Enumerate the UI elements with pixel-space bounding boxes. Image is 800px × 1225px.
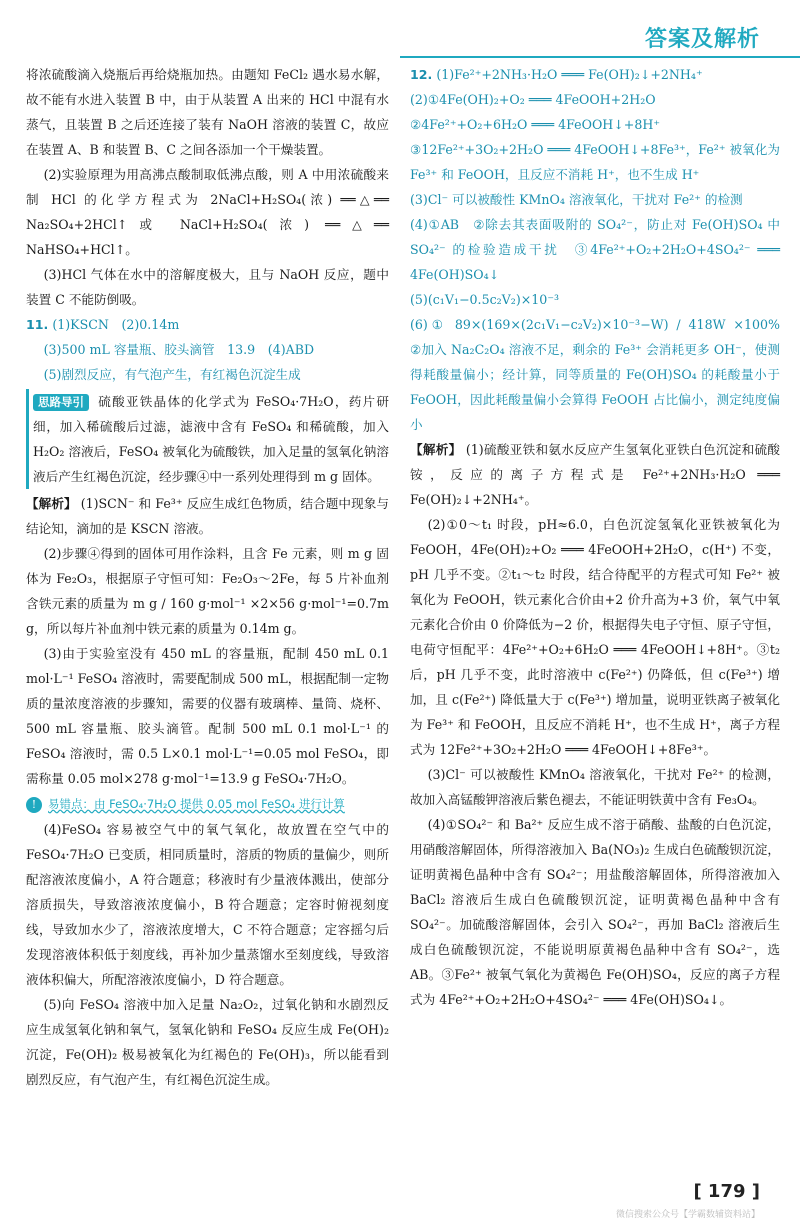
page-number: [ 179 ] (693, 1181, 760, 1202)
q12-answer-1: (1)Fe²⁺+2NH₃·H₂O ═══ Fe(OH)₂↓+2NH₄⁺ (436, 67, 703, 82)
warn-tip-text: 易错点：由 FeSO₄·7H₂O 提供 0.05 mol FeSO₄ 进行计算 (48, 797, 345, 811)
left-column (26, 62, 389, 1092)
q12-answer-4: ③12Fe²⁺+3O₂+2H₂O ═══ 4FeOOH↓+8Fe³⁺，Fe²⁺ 被氧化为 Fe³⁺ 和 FeOOH，且反应不消耗 H⁺，也不生成 H⁺ (410, 142, 780, 182)
page-header (0, 0, 800, 62)
q12-answer-7: (5)(c₁V₁−0.5c₂V₂)×10⁻³ (410, 292, 560, 307)
q12-explain-1 (410, 437, 780, 512)
q11-explain-5: (5)向 FeSO₄ 溶液中加入足量 Na₂O₂，过氧化钠和水剧烈反应生成氢氧化钠和氧气，氢氧化钠和 FeSO₄ 反应生成 Fe(OH)₂ 沉淀，Fe(OH)₂ 极易被氧化为红褐色的 Fe(OH)₃，所以能看到剧烈反应，有气泡产生，有红褐色沉淀生成。 (26, 997, 389, 1087)
left-paragraph-1: 将浓硫酸滴入烧瓶后再给烧瓶加热。由题知 FeCl₂ 遇水易水解，故不能有水进入装置 B 中，由于从装置 A 出来的 HCl 中混有水蒸气，且装置 B 之后还连接了装有 NaOH 溶液的装置 C，故应在装置 A、B 和装置 B、C 之间各添加一个干燥装置。 (26, 67, 389, 157)
q12-answer-line-1 (410, 62, 780, 87)
q11-explain-2: (2)步骤④得到的固体可用作涂料，且含 Fe 元素，则 m g 固体为 Fe₂O₃，根据原子守恒可知：Fe₂O₃～2Fe，每 5 片补血剂含铁元素的质量为 m g / 160 g·mol⁻¹ ×2×56 g·mol⁻¹=0.7m g，所以每片补血剂中铁元素的质量为 0.14m g。 (26, 546, 389, 636)
q12-number: 12. (410, 67, 433, 82)
q12-explain-3: (3)Cl⁻ 可以被酸性 KMnO₄ 溶液氧化，干扰对 Fe²⁺ 的检测，故加入高锰酸钾溶液后紫色褪去，不能证明铁黄中含有 Fe₃O₄。 (410, 767, 780, 807)
left-paragraph-2: (2)实验原理为用高沸点酸制取低沸点酸，则 A 中用浓硫酸来制 HCl 的化学方程式为 2NaCl+H₂SO₄(浓) ══△══ Na₂SO₄+2HCl↑或 NaCl+H₂SO₄(浓) ══△══ NaHSO₄+HCl↑。 (26, 167, 389, 257)
q11-number: 11. (26, 317, 49, 332)
q12-answer-8: (6)① 89×(169×(2c₁V₁−c₂V₂)×10⁻³−W) / 418W ×100% ②加入 Na₂C₂O₄ 溶液不足，剩余的 Fe³⁺ 会消耗更多 OH⁻，使测得耗酸量偏小；经计算，同等质量的 Fe(OH)SO₄ 的耗酸量小于 FeOOH，因此耗酸量偏小会算得 FeOOH 占比偏小，测定纯度偏小 (410, 317, 793, 432)
q11-answer-1: (1)KSCN (2)0.14m (52, 317, 180, 332)
think-guide-tag: 思路导引 (33, 394, 89, 411)
q12-answer-2: (2)①4Fe(OH)₂+O₂ ═══ 4FeOOH+2H₂O (410, 92, 656, 107)
q12-explain-2: (2)①0～t₁ 时段，pH≈6.0，白色沉淀氢氧化亚铁被氧化为 FeOOH，4Fe(OH)₂+O₂ ═══ 4FeOOH+2H₂O，c(H⁺) 不变，pH 几乎不变。②t₁～t₂ 时段，结合待配平的方程式可知 Fe²⁺ 被氧化为 FeOOH，铁元素化合价由+2 价升高为+3 价，氧气中氧元素化合价由 0 价降低为−2 价，根据得失电子守恒、原子守恒，电荷守恒配平：4Fe²⁺+O₂+6H₂O ═══ 4FeOOH↓+8H⁺。③t₂ 后，pH 几乎不变，此时溶液中 c(Fe²⁺) 仍降低，但 c(Fe³⁺) 增加，且 c(Fe²⁺) 降低量大于 c(Fe³⁺) 增加量，说明亚铁离子被氧化为 Fe³⁺ 和 FeOOH，且反应不消耗 H⁺，也不生成 H⁺，离子方程式为 12Fe²⁺+3O₂+2H₂O ═══ 4FeOOH↓+8Fe³⁺。 (410, 517, 780, 757)
warning-icon: ! (26, 797, 42, 813)
think-guide-text: 硫酸亚铁晶体的化学式为 FeSO₄·7H₂O，药片研细，加入稀硫酸后过滤，滤液中含有 FeSO₄ 和稀硫酸，加入 H₂O₂ 溶液后，FeSO₄ 被氧化为硫酸铁，加入足量的氢氧化钠溶液后产生红褐色沉淀，经步骤④中一系列处理得到 m g 固体。 (33, 394, 389, 484)
header-rule (400, 56, 800, 58)
warn-tip-line (26, 791, 389, 817)
q11-answer-3: (5)剧烈反应，有气泡产生，有红褐色沉淀生成 (43, 367, 301, 382)
jiexi-label-right: 【解析】 (410, 442, 462, 457)
q11-explain-4: (4)FeSO₄ 容易被空气中的氧气氧化，故放置在空气中的 FeSO₄·7H₂O 已变质，相同质量时，溶质的物质的量偏少，则所配溶液浓度偏小，A 符合题意；移液时有少量液体溅出，使部分溶质损失，导致溶液浓度偏小，B 符合题意；定容时俯视刻度线，导致加水少了，溶液浓度增大，C 不符合题意；定容摇匀后发现溶液体积低于刻度线，再补加少量蒸馏水至刻度线，导致溶液体积偏大，所配溶液浓度偏小，D 符合题意。 (26, 822, 389, 987)
q11-explain-3: (3)由于实验室没有 450 mL 的容量瓶，配制 450 mL 0.1 mol·L⁻¹ FeSO₄ 溶液时，需要配制成 500 mL，根据配制一定物质的量浓度溶液的步骤知，需要的仪器有玻璃棒、量筒、烧杯、500 mL 容量瓶、胶头滴管。配制 500 mL 0.1 mol·L⁻¹ 的 FeSO₄ 溶液时，需 0.5 L×0.1 mol·L⁻¹=0.05 mol FeSO₄，即需称量 0.05 mol×278 g·mol⁻¹=13.9 g FeSO₄·7H₂O。 (26, 646, 389, 786)
header-title: 答案及解析 (644, 27, 760, 52)
q12-answer-3: ②4Fe²⁺+O₂+6H₂O ═══ 4FeOOH↓+8H⁺ (410, 117, 660, 132)
watermark: 微信搜索公众号【学霸数辅资料站】 (615, 1210, 760, 1220)
q12-explain-1-text: (1)硫酸亚铁和氨水反应产生氢氧化亚铁白色沉淀和硫酸铵，反应的离子方程式是 Fe²⁺+2NH₃·H₂O ═══ Fe(OH)₂↓+2NH₄⁺。 (410, 442, 781, 507)
q12-answer-6: (4)①AB ②除去其表面吸附的 SO₄²⁻，防止对 Fe(OH)SO₄ 中 SO₄²⁻ 的检验造成干扰 ③4Fe²⁺+O₂+2H₂O+4SO₄²⁻ ═══ 4Fe(OH)SO₄↓ (410, 217, 780, 282)
q11-explain-1 (26, 491, 389, 541)
right-column (410, 62, 793, 1012)
q12-answer-5: (3)Cl⁻ 可以被酸性 KMnO₄ 溶液氧化，干扰对 Fe²⁺ 的检测 (410, 192, 743, 207)
q11-explain-1-text: (1)SCN⁻ 和 Fe³⁺ 反应生成红色物质，结合题中现象与结论知，滴加的是 KSCN 溶液。 (26, 496, 390, 536)
left-paragraph-3: (3)HCl 气体在水中的溶解度极大，且与 NaOH 反应，题中装置 C 不能防倒吸。 (26, 267, 389, 307)
q12-explain-4: (4)①SO₄²⁻ 和 Ba²⁺ 反应生成不溶于硝酸、盐酸的白色沉淀，用硝酸溶解固体，所得溶液加入 Ba(NO₃)₂ 生成白色硫酸钡沉淀，证明黄褐色晶种中含有 SO₄²⁻；用盐酸溶解固体，所得溶液加入 BaCl₂ 溶液后生成白色硫酸钡沉淀，证明黄褐色晶种中含有 SO₄²⁻。加硫酸溶解固体，会引入 SO₄²⁻，再加 BaCl₂ 溶液后生成白色硫酸钡沉淀，不能说明原黄褐色晶种中含有 SO₄²⁻，选 AB。③Fe²⁺ 被氧气氧化为黄褐色 Fe(OH)SO₄，反应的离子方程式为 4Fe²⁺+O₂+2H₂O+4SO₄²⁻ ═══ 4Fe(OH)SO₄↓。 (410, 817, 780, 1007)
think-guide-box (26, 389, 389, 489)
jiexi-label-left: 【解析】 (26, 496, 77, 511)
q11-answer-line-1 (26, 312, 389, 337)
q11-answer-2: (3)500 mL 容量瓶、胶头滴管 13.9 (4)ABD (43, 342, 315, 357)
